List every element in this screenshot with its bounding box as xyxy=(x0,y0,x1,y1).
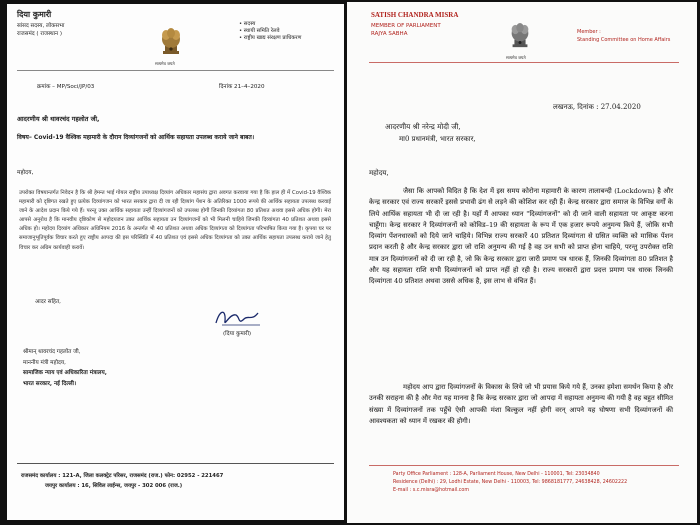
greeting: महोदय, xyxy=(17,170,34,176)
paragraph-2: महोदय आप द्वारा दिव्यांगजनों के विकास के लिये जो भी प्रयास किये गये हैं, उनका हमेशा समर्थन किया है और उनकी सराहना की है और मेरा यह मानना है कि केन्द्र सरकार द्वारा जो आपदा में सहायता अनुमन्य की गयी है वह बहुत सीमित संख्या में दिव्यांगजनों तक पहुँचे ऐसी आपकी मंशा बिल्कुल नहीं होगी वरन् आपने यह घोषणा सभी दिव्यांगजनों की आवश्यकता को ध्यान में रखकर की होगी। xyxy=(369,383,673,425)
recipient-line: भारत सरकार, नई दिल्ली। xyxy=(23,380,77,387)
committee-name: Standing Committee on Home Affairs xyxy=(577,37,671,43)
recipient-line: सामाजिक न्याय एवं अधिकारिता मंत्रालय, xyxy=(23,370,107,376)
ashoka-emblem-icon xyxy=(157,24,185,60)
letter-left xyxy=(7,4,344,520)
right-emblem-caption: सत्यमेव जयते xyxy=(506,55,526,60)
letter-date: दिनांक 21–4–2020 xyxy=(219,84,265,90)
footer-divider xyxy=(17,463,334,464)
left-sender-name: दिया कुमारी xyxy=(17,10,52,19)
footer-divider xyxy=(369,465,679,466)
letter-body: उपरोक्त विषयान्तर्गत निवेदन है कि श्री हेमन्त भाई गोयल राष्ट्रीय उपाध्यक्ष दिव्यांग अधिकार महासंघ द्वारा अवगत करवाया गया है कि हाल ही में Covid-19 वैश्विक महामारी को दृष्टिगत रखते हुए प्रत्येक दिव्यांगजन को भारत सरकार द्वारा दी जा रही दिव्यांग पेंशन के अतिरिक्त 1000 रूपये की आर्थिक सहायता उपलब्ध करवाई जाने के आदेश प्रदान किये गये हैं। परन्तु उक्त आर्थिक सहायता उन्हीं दिव्यांगजनों को उपलब्ध होगी जिनकी दिव्यांगता 80 प्रतिशत अथवा इससे अधिक होगी। मेरा आपसे अनुरोध है कि मानवीय दृष्टिकोण से महोदयजन उक्त आर्थिक सहायता उन दिव्यांगजनों को भी मिलनी चाहिये जिनकी दिव्यांगता 40 प्रतिशत अथवा इससे अधिक हो। महोदय दिव्यांग अधिकार अधिनियम 2016 के अन्तर्गत भी 40 प्रतिशत अथवा अधिक दिव्यांगता को दिव्यांगता परिभाषित किया गया है। कृपया घर पर समाजानुभूतिपूर्वक विचार करते हुए राष्ट्रीय आपदा की इस परिस्थिति में 40 प्रतिशत एवं इससे अधिक दिव्यांगता को उक्त आर्थिक सहायता उपलब्ध कराये जाने हेतु विचार कर अग्रिम कार्यवाही करावें। xyxy=(19,190,331,251)
recipient-line: माननीय मंत्री महोदय, xyxy=(23,359,66,366)
committee-line: • राष्ट्रीय खाद्य संरक्षण प्राधिकरण xyxy=(239,35,302,41)
salutation-line2: मा0 प्रधानमंत्री, भारत सरकार, xyxy=(399,135,476,143)
header-divider xyxy=(369,62,679,63)
header-divider xyxy=(17,70,334,71)
reference-number: क्रमांक – MP/Soci/JP/03 xyxy=(37,84,95,90)
footer-residence: Residence (Delhi) : 29, Lodhi Estate, New Delhi - 110003, Tel: 9868181777, 24638428, 24602222 xyxy=(393,480,628,485)
left-emblem-caption: सत्यमेव जयते xyxy=(155,61,175,66)
ashoka-emblem-icon xyxy=(507,19,533,53)
recipient-block xyxy=(23,347,107,389)
footer-email: E-mail : s.c.misra@hotmail.com xyxy=(393,488,470,493)
left-sender-title: सांसद सदस्य, लोकसभा xyxy=(17,23,65,29)
committee-line: • स्थायी समिति रेलवे xyxy=(239,28,280,34)
letter-right xyxy=(347,2,697,523)
right-sender-title: MEMBER OF PARLIAMENT xyxy=(371,23,441,29)
right-sender-name: SATISH CHANDRA MISRA xyxy=(371,11,459,19)
salutation: आदरणीय श्री नरेन्द्र मोदी जी, xyxy=(385,122,461,131)
left-sender-constituency: राजसमंद ( राजस्थान ) xyxy=(17,31,62,37)
salutation: आदरणीय श्री थावरचंद गहलोत जी, xyxy=(17,115,100,123)
footer-party-office: Party Office Parliament : 128-A, Parliament House, New Delhi - 110001, Tel: 23034840 xyxy=(393,472,600,477)
recipient-line: श्रीमान् थावरचंद गहलोत जी, xyxy=(23,349,81,355)
right-sender-house: RAJYA SABHA xyxy=(371,31,408,37)
letter-subject: विषय– Covid-19 वैश्विक महामारी के दौरान दिव्यांगजनों को आर्थिक सहायता उपलब्ध कराये जाने बाबत। xyxy=(17,134,255,141)
signature-name: (दिया कुमारी) xyxy=(223,331,252,337)
committee-line: • सदस्य xyxy=(239,21,256,27)
letter-date: लखनऊ, दिनांक : 27.04.2020 xyxy=(553,103,641,111)
member-label: Member : xyxy=(577,29,601,35)
footer-office-jaipur: जयपुर कार्यालय : 16, सिविल लाईन्स, जयपुर - 302 006 (राज.) xyxy=(45,483,183,489)
left-committees xyxy=(239,21,301,42)
greeting: महोदय, xyxy=(369,169,389,177)
closing: आदर सहित, xyxy=(35,299,61,305)
footer-office-rajsamand: राजसमंद कार्यालय : 121-A, जिला कलक्ट्रेट परिसर, राजसमंद (राज.) फोन: 02952 - 221467 xyxy=(21,473,224,479)
paragraph-1: जैसा कि आपको विदित है कि देश में इस समय कोरोना महामारी के कारण तालाबन्दी (Lockdown) है और केन्द्र सरकार एवं राज्य सरकारें इससे प्रभावी ढंग से लड़ने की कोशिश कर रही हैं। केन्द्र सरकार द्वारा समाज के विभिन्न वर्गों के लिये आर्थिक सहायता भी दी जा रही है। यहाँ मैं आपका ध्यान "दिव्यांगजनों" को दी जाने वाली सहायता पर आकृष्ट करना चाहूँगा। केन्द्र सरकार ने दिव्यांगजनों को कोविड–19 की सहायता के रूप में एक हजार रूपये अनुमन्य किये हैं, जोकि सभी दिव्यांग पेंशनधारकों को दिये जाने चाहिये। विभिन्न राज्य सरकारें 40 प्रतिशत दिव्यांगता से ग्रसित व्यक्ति को मासिक पेंशन प्रदान करती है और केन्द्र सरकार द्वारा जो राशि अनुमन्य की गई है वह उन सभी को प्राप्त होना चाहिये, परन्तु उपरोक्त राशि मात्र उन दिव्यांगजनों को दी जा रही है, जो कि केन्द्र सरकार द्वारा जारी प्रमाण पत्र धारक हैं, जिनकी दिव्यांगता 80 प्रतिशत है और यह सहायता राशि सभी दिव्यांगजनों को प्राप्त नहीं हो रही है। राज्य सरकारों द्वारा प्रदत्त प्रमाण पत्र धारक जिनकी दिव्यांगता 40 प्रतिशत अथवा उससे अधिक है, इस लाभ से वंचित हैं। xyxy=(369,187,673,286)
